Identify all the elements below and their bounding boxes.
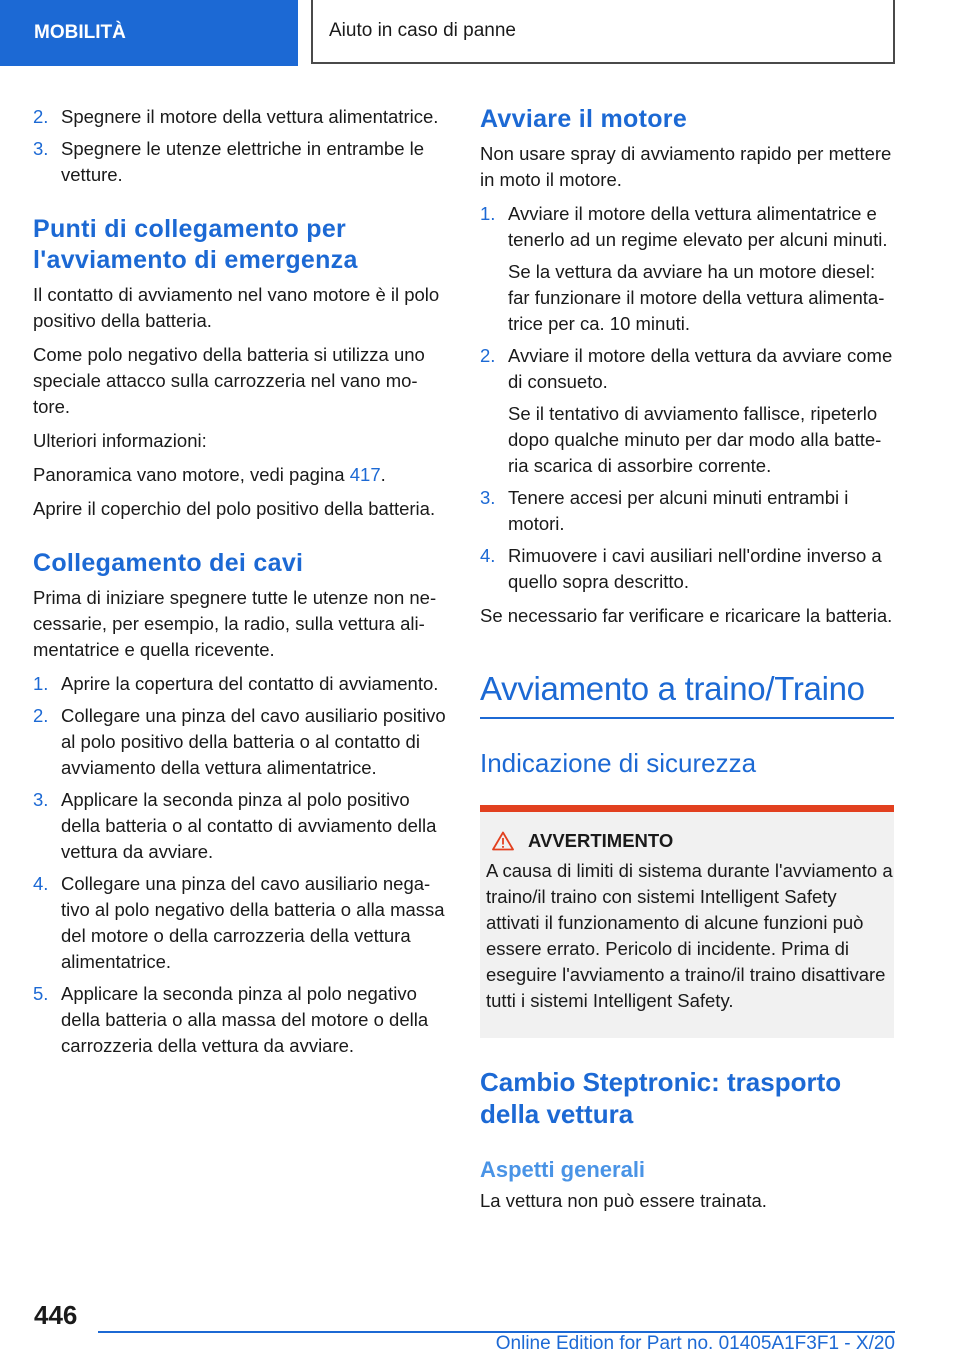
heading-indicazione-sicurezza: Indicazione di sicurezza xyxy=(480,748,757,778)
list-item xyxy=(33,787,447,865)
step-number: 3. xyxy=(33,789,49,810)
step-text: Spegnere le utenze elettriche in entrambe le vetture. xyxy=(61,138,425,185)
paragraph: Se necessario far verificare e ricaricare la batteria. xyxy=(480,605,893,626)
reference-text: Panoramica vano motore, vedi pagina xyxy=(33,464,350,485)
step-note: Se il tentativo di avviamento fallisce, ripeterlo dopo qualche minuto per dar modo alla batteria scarica di assorbire corrente. xyxy=(508,403,882,476)
step-text: Collegare una pinza del cavo ausiliario positivo al polo positivo della batteria o al contatto di avviamento della vettura alimentatrice. xyxy=(61,705,446,778)
step-number: 2. xyxy=(33,106,49,127)
paragraph: Aprire il coperchio del polo positivo della batteria. xyxy=(33,498,436,519)
step-text: Tenere accesi per alcuni minuti entrambi i motori. xyxy=(508,487,849,534)
page-number: 446 xyxy=(34,1300,78,1330)
warning-label: AVVERTIMENTO xyxy=(528,830,674,851)
list-item xyxy=(33,671,447,697)
reference-suffix: . xyxy=(380,464,386,485)
heading-punti-collegamento: Punti di collegamento per l'avviamento di emergenza xyxy=(33,215,358,274)
list-item xyxy=(33,871,447,975)
step-text: Applicare la seconda pinza al polo positivo della batteria o al contatto di avviamento della vettura da avviare. xyxy=(61,789,437,862)
step-number: 4. xyxy=(480,545,496,566)
paragraph-reference xyxy=(33,462,447,488)
warning-title xyxy=(492,830,894,852)
paragraph: Il contatto di avviamento nel vano motore è il polo positivo della batteria. xyxy=(33,284,440,331)
step-text: Collegare una pinza del cavo ausiliario negativo al polo negativo della batteria o alla massa del motore o della carrozzeria della vettura alimentatrice. xyxy=(61,873,445,972)
step-number: 3. xyxy=(480,487,496,508)
heading-cambio-steptronic: Cambio Steptronic: trasporto della vettura xyxy=(480,1067,842,1129)
step-text: Rimuovere i cavi ausiliari nell'ordine inverso a quello sopra descritto. xyxy=(508,545,882,592)
topic-label: Aiuto in caso di panne xyxy=(329,20,516,41)
list-item xyxy=(480,485,894,537)
list-item xyxy=(33,136,447,188)
step-text: Applicare la seconda pinza al polo negativo della batteria o alla massa del motore o della carrozzeria della vettura da avviare. xyxy=(61,983,429,1056)
heading-aspetti-generali: Aspetti generali xyxy=(480,1157,646,1182)
steps-avviare xyxy=(480,201,894,595)
step-number: 2. xyxy=(33,705,49,726)
paragraph: Ulteriori informazioni: xyxy=(33,430,207,451)
heading-avviamento-traino: Avviamento a traino/Traino xyxy=(480,669,894,719)
step-text: Avviare il motore della vettura alimentatrice e tenerlo ad un regime elevato per alcuni minuti. xyxy=(508,203,888,250)
footer-edition: Online Edition for Part no. 01405A1F3F1 - X/20 xyxy=(495,1333,895,1354)
right-column xyxy=(480,104,894,1222)
list-item xyxy=(33,104,447,130)
paragraph: La vettura non può essere trainata. xyxy=(480,1190,767,1211)
left-column xyxy=(33,104,447,1067)
paragraph: Non usare spray di avviamento rapido per mettere in moto il motore. xyxy=(480,143,892,190)
step-number: 1. xyxy=(480,203,496,224)
warning-text: A causa di limiti di sistema durante l'avviamento a traino/il traino con sistemi Intelligent Safety attivati il funzionamento di alcune funzioni può essere errato. Pericolo di incidente. Prima di eseguire l'avviamento a traino/il traino disattivare tutti i sistemi Intelligent Safety. xyxy=(486,860,893,1011)
chapter-label: MOBILITÀ xyxy=(34,22,126,43)
step-text: Aprire la copertura del contatto di avviamento. xyxy=(61,673,439,694)
page-link[interactable]: 417 xyxy=(349,464,381,485)
step-number: 4. xyxy=(33,873,49,894)
list-item xyxy=(480,343,894,479)
step-note: Se la vettura da avviare ha un motore diesel: far funzionare il motore della vettura alimentatrice per ca. 10 minuti. xyxy=(508,261,885,334)
chapter-tab xyxy=(0,0,298,66)
step-number: 5. xyxy=(33,983,49,1004)
list-item xyxy=(33,703,447,781)
step-text: Spegnere il motore della vettura alimentatrice. xyxy=(61,106,439,127)
steps-collegamento xyxy=(33,671,447,1059)
heading-collegamento-cavi: Collegamento dei cavi xyxy=(33,549,304,577)
warning-box xyxy=(480,805,894,1038)
steps-top xyxy=(33,104,447,188)
list-item xyxy=(480,543,894,595)
heading-avviare-motore: Avviare il motore xyxy=(480,105,688,133)
step-number: 3. xyxy=(33,138,49,159)
paragraph: Prima di iniziare spegnere tutte le utenze non necessarie, per esempio, la radio, sulla vettura alimentatrice e quella ricevente. xyxy=(33,587,437,660)
warning-triangle-icon xyxy=(492,831,514,851)
step-text: Avviare il motore della vettura da avviare come di consueto. xyxy=(508,345,893,392)
step-number: 2. xyxy=(480,345,496,366)
list-item xyxy=(480,201,894,337)
paragraph: Come polo negativo della batteria si utilizza uno speciale attacco sulla carrozzeria nel vano motore. xyxy=(33,344,425,417)
step-number: 1. xyxy=(33,673,49,694)
topic-header xyxy=(311,0,895,64)
list-item xyxy=(33,981,447,1059)
